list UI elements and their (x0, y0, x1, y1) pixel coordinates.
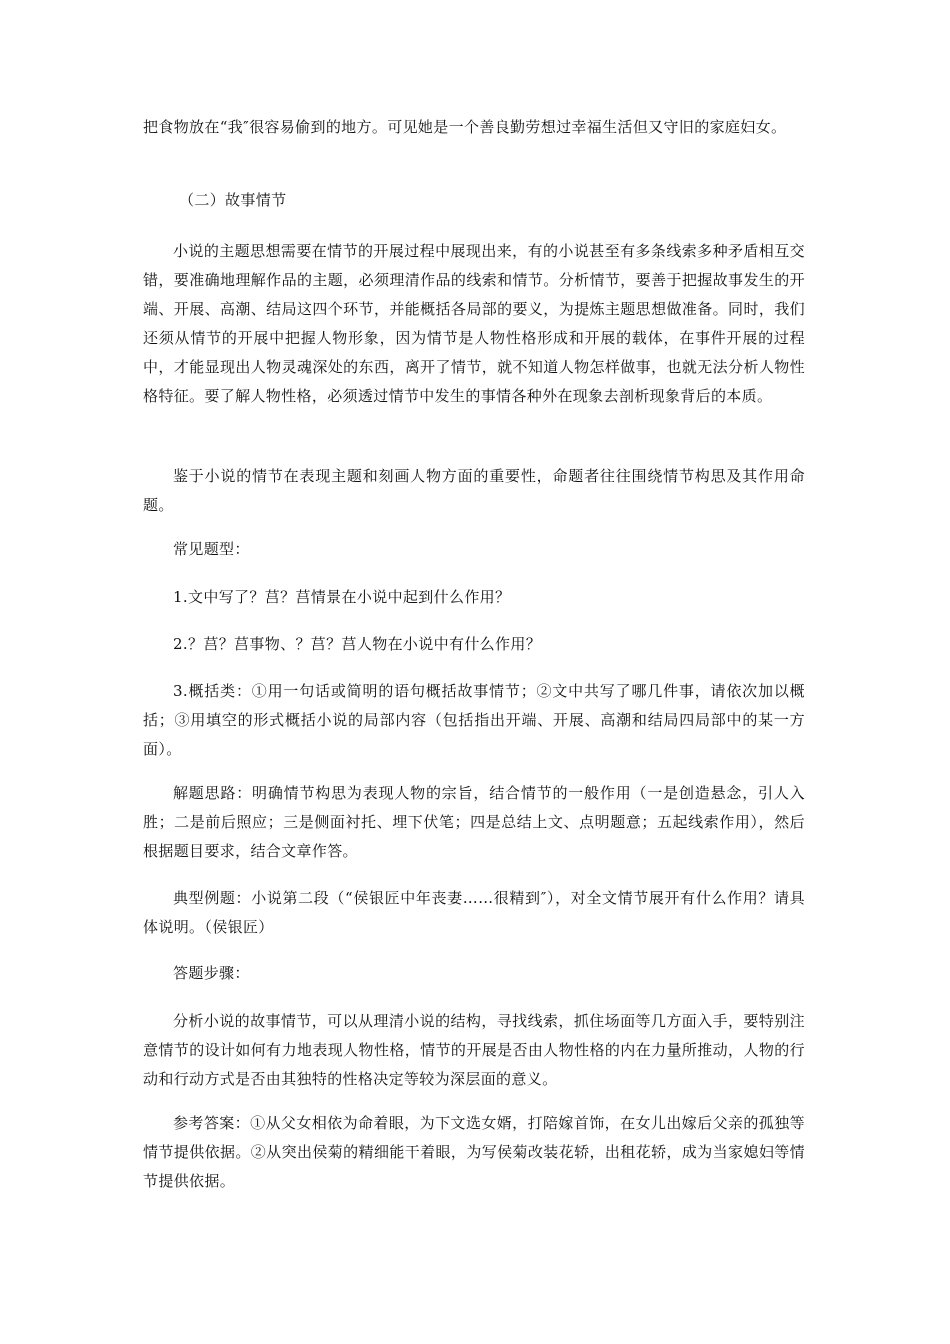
paragraph-continuation: 把食物放在“我″很容易偷到的地方。可见她是一个善良勤劳想过幸福生活但又守旧的家庭妇女。 (143, 118, 787, 136)
question-type-1: 1.文中写了？莒？莒情景在小说中起到什么作用？ (173, 588, 511, 606)
paragraph-answer-steps-label: 答题步骤： (173, 964, 250, 982)
paragraph-reference-answer: 参考答案：①从父女相依为命着眼，为下文选女婿，打陪嫁首饰，在女儿出嫁后父亲的孤独等情节提供依据。②从突出侯菊的精细能干着眼，为写侯菊改装花轿，出租花轿，成为当家媳妇等情节提供依据。 (143, 1114, 805, 1190)
question-type-2: 2.？莒？莒事物、？莒？莒人物在小说中有什么作用？ (173, 635, 542, 653)
paragraph-solving-approach: 解题思路：明确情节构思为表现人物的宗旨，结合情节的一般作用（一是创造悬念，引人入胜；二是前后照应；三是侧面衬托、埋下伏笔；四是总结上文、点明题意；五起线索作用），然后根据题目要求，结合文章作答。 (143, 784, 805, 860)
paragraph-exam-focus: 鉴于小说的情节在表现主题和刻画人物方面的重要性，命题者往往围绕情节构思及其作用命题。 (143, 467, 805, 514)
section-heading: （二）故事情节 (179, 191, 287, 209)
question-type-3: 3.概括类：①用一句话或简明的语句概括故事情节；②文中共写了哪几件事，请依次加以概括；③用填空的形式概括小说的局部内容（包括指出开端、开展、高潮和结局四局部中的某一方面）。 (143, 682, 805, 758)
paragraph-example-question: 典型例题：小说第二段（“侯银匠中年丧妻……很精到″），对全文情节展开有什么作用？请具体说明。（侯银匠） (143, 889, 805, 936)
paragraph-common-types-label: 常见题型： (173, 540, 250, 558)
paragraph-analysis-method: 分析小说的故事情节，可以从理清小说的结构，寻找线索，抓住场面等几方面入手，要特别注意情节的设计如何有力地表现人物性格，情节的开展是否由人物性格的内在力量所推动，人物的行动和行动方式是否由其独特的性格决定等较为深层面的意义。 (143, 1012, 805, 1088)
paragraph-plot-intro: 小说的主题思想需要在情节的开展过程中展现出来，有的小说甚至有多条线索多种矛盾相互交错，要准确地理解作品的主题，必须理清作品的线索和情节。分析情节，要善于把握故事发生的开端、开展、高潮、结局这四个环节，并能概括各局部的要义，为提炼主题思想做准备。同时，我们还须从情节的开展中把握人物形象，因为情节是人物性格形成和开展的载体，在事件开展的过程中，才能显现出人物灵魂深处的东西，离开了情节，就不知道人物怎样做事，也就无法分析人物性格特征。要了解人物性格，必须透过情节中发生的事情各种外在现象去剖析现象背后的本质。 (143, 242, 805, 405)
